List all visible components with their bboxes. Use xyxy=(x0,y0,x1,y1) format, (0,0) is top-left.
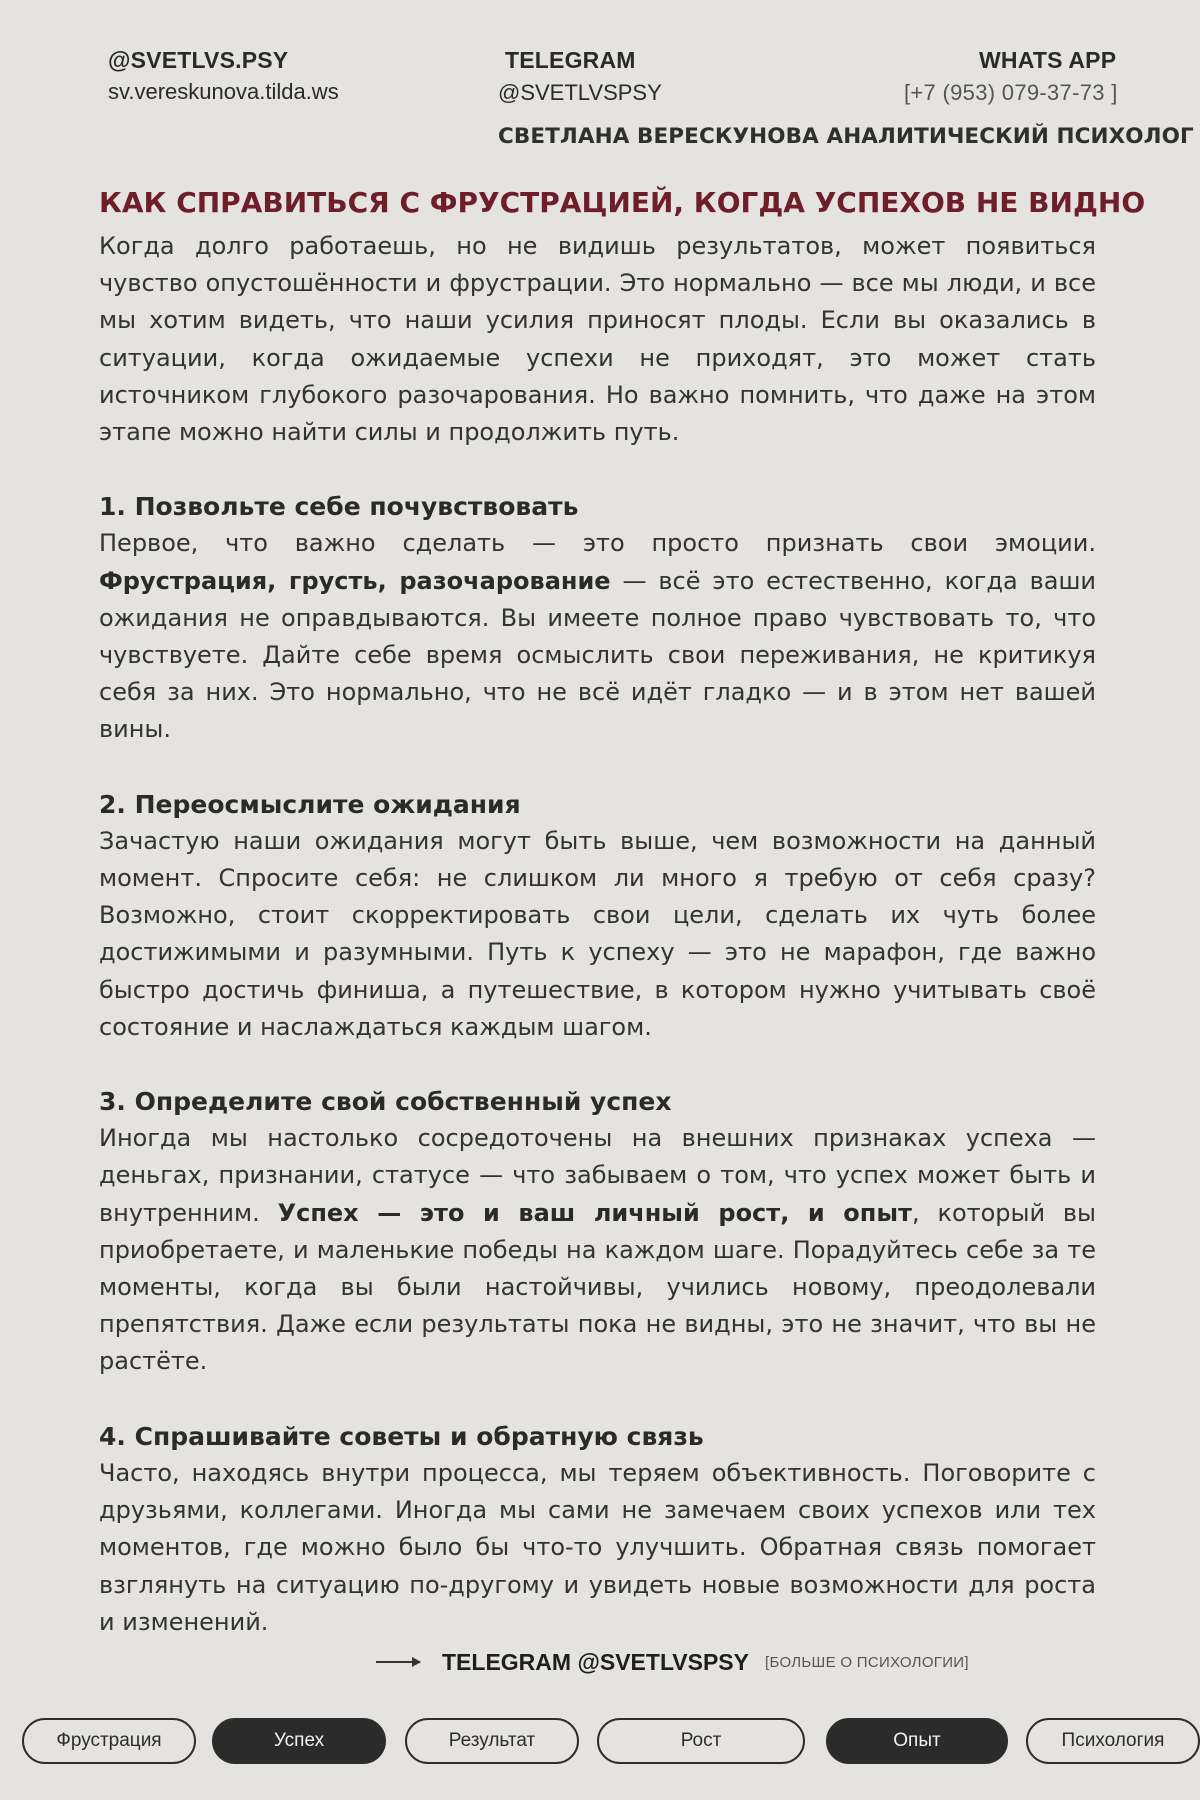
tag-experience[interactable]: Опыт xyxy=(826,1718,1008,1764)
section-1-text-a: Первое, что важно сделать — это просто признать свои эмоции. xyxy=(99,529,1096,558)
section-3-text xyxy=(99,1120,1096,1380)
section-1-heading: 1. Позвольте себе почувствовать xyxy=(99,492,579,522)
section-1-bold: Фрустрация, грусть, разочарование xyxy=(99,566,611,595)
article-title: КАК СПРАВИТЬСЯ С ФРУСТРАЦИЕЙ, КОГДА УСПЕХОВ НЕ ВИДНО xyxy=(99,186,1146,219)
telegram-label: TELEGRAM xyxy=(505,47,636,73)
arrow-right-icon xyxy=(376,1661,420,1663)
tag-growth[interactable]: Рост xyxy=(597,1718,805,1764)
whatsapp-label: WHATS APP xyxy=(979,47,1117,73)
footer-telegram-text[interactable]: TELEGRAM @SVETLVSPSY xyxy=(442,1648,749,1675)
section-4-text: Часто, находясь внутри процесса, мы теряем объективность. Поговорите с друзьями, коллегами. Иногда мы сами не замечаем своих успехов или тех моментов, где можно было бы что-то улучшить. Обратная связь помогает взглянуть на ситуацию по-другому и увидеть новые возможности для роста и изменений. xyxy=(99,1458,1096,1636)
section-2-text: Зачастую наши ожидания могут быть выше, чем возможности на данный момент. Спросите себя: не слишком ли много я требую от себя сразу? Возможно, стоит скорректировать свои цели, сделать их чуть более достижимыми и разумными. Путь к успеху — это не марафон, где важно быстро достичь финиша, а путешествие, в котором нужно учитывать своё состояние и наслаждаться каждым шагом. xyxy=(99,826,1096,1041)
telegram-footer-link[interactable] xyxy=(376,1647,969,1677)
author-line: СВЕТЛАНА ВЕРЕСКУНОВА АНАЛИТИЧЕСКИЙ ПСИХОЛОГ xyxy=(498,124,1194,149)
instagram-handle[interactable]: @SVETLVS.PSY xyxy=(108,47,289,73)
section-3-text-a: Иногда мы настолько сосредоточены на внешних признаках успеха — деньгах, признании, статусе — что забываем о том, что успех может быть и внутренним. xyxy=(99,1124,1096,1227)
website-link[interactable]: sv.vereskunova.tilda.ws xyxy=(108,79,339,104)
section-3-text-b: , который вы приобретаете, и маленькие победы на каждом шаге. Порадуйтесь себе за те моменты, когда вы были настойчивы, учились новому, преодолевали препятствия. Даже если результаты пока не видны, это не значит, что вы не растёте. xyxy=(99,1198,1097,1376)
tag-frustration[interactable]: Фрустрация xyxy=(22,1718,196,1764)
section-1-text-b: — всё это естественно, когда ваши ожидания не оправдываются. Вы имеете полное право чувствовать то, что чувствуете. Дайте себе время осмыслить свои переживания, не критикуя себя за них. Это нормально, что не всё идёт гладко — и в этом нет вашей вины. xyxy=(99,566,1096,744)
whatsapp-phone[interactable]: [+7 (953) 079-37-73 ] xyxy=(904,80,1118,105)
section-3-bold: Успех — это и ваш личный рост, и опыт xyxy=(277,1198,912,1227)
footer-note: [БОЛЬШЕ О ПСИХОЛОГИИ] xyxy=(765,1653,969,1671)
tag-success[interactable]: Успех xyxy=(212,1718,386,1764)
section-1-text xyxy=(99,525,1096,748)
section-2-heading: 2. Переосмыслите ожидания xyxy=(99,789,521,819)
telegram-handle[interactable]: @SVETLVSPSY xyxy=(498,80,662,105)
intro-paragraph: Когда долго работаешь, но не видишь результатов, может появиться чувство опустошённости и фрустрации. Это нормально — все мы люди, и все мы хотим видеть, что наши усилия приносят плоды. Если вы оказались в ситуации, когда ожидаемые успехи не приходят, это может стать источником глубокого разочарования. Но важно помнить, что даже на этом этапе можно найти силы и продолжить путь. xyxy=(99,232,1096,447)
section-3-heading: 3. Определите свой собственный успех xyxy=(99,1087,672,1117)
tag-result[interactable]: Результат xyxy=(405,1718,579,1764)
article xyxy=(99,178,1146,1641)
section-4-heading: 4. Спрашивайте советы и обратную связь xyxy=(99,1421,704,1451)
tag-psychology[interactable]: Психология xyxy=(1026,1718,1200,1764)
